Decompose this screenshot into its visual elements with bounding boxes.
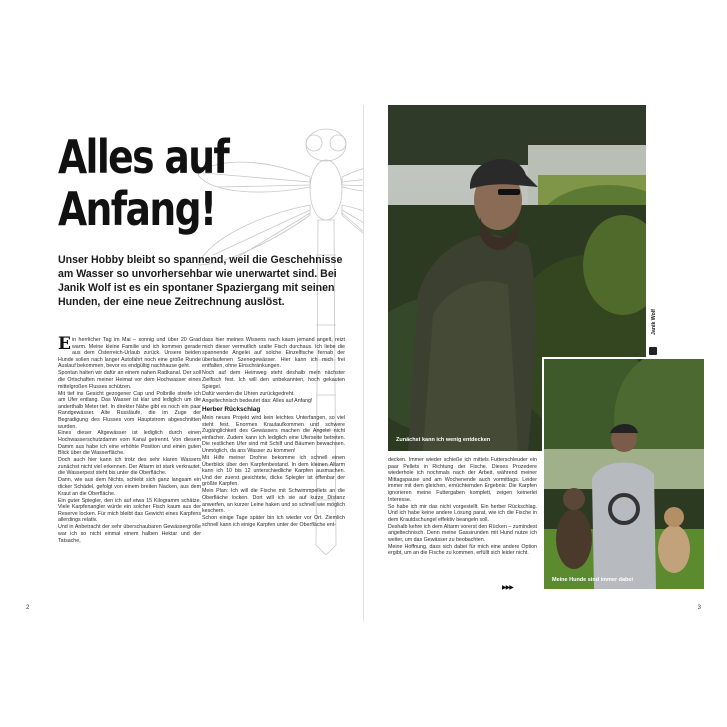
body-paragraph: Mein neues Projekt wird kein leichtes Unterfangen, so viel steht fest. Enormes Krautaufkommen und schwere Zugänglichkeit des Gewässers machen die Angelei nicht einfacher. Zudem kann ich lediglich eine Uferseite betreten. Die restlichen Ufer sind mit Schilf und Bäumen bewachsen. Unmöglich, da ans Wasser zu kommen! (202, 415, 345, 455)
camera-icon (649, 347, 657, 355)
photo-dogs (542, 357, 706, 591)
headline-line-1: Alles auf (58, 130, 229, 184)
body-paragraph: So habe ich mir das nicht vorgestellt. Ein herber Rückschlag. Und ich habe keine andere Lösung parat, wie ich die Fische in dem Krautdschungel effektiv beangeln soll. (388, 503, 537, 523)
headline-line-2: Anfang! (58, 182, 216, 236)
body-paragraph: Mein Plan: Ich will die Fische mit Schwimmpellets an die Oberfläche locken. Dort will ich sie auf kurze Distanz anwerfen, an kurzer Leine haken und so schnell wie möglich keschern. (202, 488, 345, 515)
dogs-photo-illustration (544, 359, 704, 589)
caption-small-photo: Meine Hunde sind immer dabei (552, 577, 633, 583)
body-paragraph: Dann, wie aus dem Nichts, schiebt sich ganz langsam ein dicker Schädel, gefolgt von einem breiten Nacken, aus dem Kraut an die Oberfläche. (58, 477, 201, 497)
page-number-left: 2 (26, 605, 30, 611)
magazine-spread (18, 105, 709, 621)
photo-credit (646, 305, 660, 365)
drop-cap: E (58, 334, 71, 354)
subheading: Herber Rückschlag (202, 406, 261, 414)
caption-main-photo: Zunächst kann ich wenig entdecken (396, 437, 491, 443)
body-column-3 (388, 457, 537, 557)
body-paragraph: Dafür werden die Uhren zurückgedreht. (202, 390, 295, 397)
body-paragraph: Ein herrlicher Tag im Mai – sonnig und über 20 Grad warm. Meine kleine Familie und ich kommen gerade aus dem Österreich-Urlaub zurück. Unsere beiden Hunde sollen nach langer Autofahrt noch eine große Runde Auslauf bekommen, bevor es endgültig nachhause geht. (58, 334, 201, 370)
body-paragraph: Angeltechnisch bedeutet das: Alles auf Anfang! (202, 397, 313, 404)
body-column-1 (58, 334, 201, 545)
body-paragraph: dass hier meines Wissens nach kaum jemand angelt, reizt mich dieser vermutlich uralte Fisch durchaus. Ich liebe die spannende Angelei auf solche Einzelfische fernab der überlaufenen Szenegewässer. Hier kann ich mich frei entfalten, ohne Einschränkungen. (202, 337, 345, 370)
body-paragraph: Doch auch hier kann ich trotz des sehr klaren Wassers zunächst nicht viel erkennen. Der Altarm ist stark verkrautet, die Wasserpest steht bis unter die Oberfläche. (58, 457, 201, 477)
body-paragraph: Eines dieser Altgewässer ist lediglich durch einen Hochwasserschutzdamm vom Kanal getrennt. Von diesem Damm aus habe ich eine erhöhte Position und einen guten Blick über die Wasserfläche. (58, 430, 201, 457)
left-page (18, 105, 363, 621)
body-paragraph: Schon einige Tage später bin ich wieder vor Ort. Ziemlich schnell kann ich einige Karpfen unter der Oberfläche ent- (202, 515, 345, 528)
body-paragraph: Spontan halten wir dafür an einem nahen Radkanal. Der soll die Ortschaften meiner Heimat vor dem Hochwasser eines mittelgroßen Flusses schützen. (58, 370, 201, 390)
body-paragraph: decken. Immer wieder schieße ich mittels Futterschleuder ein paar Pellets in Richtung der Fische. Dieses Prozedere wiederhole ich nochmals nach der Arbeit, während meiner Mittagspause und am Wochenende auch vormittags. Leider immer mit dem gleichen, ernüchternden Ergebnis: Die Karpfen ignorieren meine Futtergaben komplett, zeigen keinerlei Interesse. (388, 457, 537, 503)
body-paragraph: Meine Hoffnung, dass sich dabei für mich eine andere Option ergibt, um an die Fische zu kommen, erfüllt sich leider nicht. (388, 543, 537, 557)
body-column-2 (202, 337, 345, 529)
page-number-right: 3 (697, 605, 701, 611)
body-paragraph: Mit Hilfe meiner Drohne bekomme ich schnell einen Überblick über den Karpfenbestand. In dem kleinen Altarm kann ich 10 bis 12 unterschiedliche Karpfen ausmachen. Und der zuerst gesichtete, dicke Spiegler ist offenbar der größte Karpfen. (202, 455, 345, 488)
right-page (364, 105, 709, 621)
body-paragraph: Mit tief ins Gesicht gezogener Cap und Polbrille streife ich am Ufer entlang. Das Wasser ist klar und lediglich um die anderthalb Meter tief. In direkter Nähe gibt es noch ein paar Randgewässer. Alte Russläufe, die im Zuge der Begradigung des Flusses vom Hauptstrom abgeschnitten wurden. (58, 390, 201, 430)
body-paragraph: Noch auf dem Heimweg steht deshalb mein nächster Zielfisch fest. Ich will den unbekannten, hoch gekauten Spiegel. (202, 370, 345, 390)
photo-credit-text: Janik Wolf (651, 309, 657, 335)
body-paragraph: Ein guter Spiegler, den ich auf etwa 15 Kilogramm schätze. Viele Karpfenangler würde ein solcher Fisch kaum aus der Reserve locken. Für mich bleibt das Gewicht eines Karpfens allerdings relativ. (58, 497, 201, 524)
headline (58, 131, 228, 235)
continue-arrows-icon: ▶▶▶ (502, 585, 513, 591)
body-paragraph: Deshalb kehre ich dem Altarm vorerst den Rücken – zumindest angeltechnisch. Denn meine Gassirunden mit Hund nutze ich weiter, um das Gewässer zu beobachten. (388, 523, 537, 543)
lead-paragraph: Unser Hobby bleibt so spannend, weil die Geschehnisse am Wasser so unvorhersehbar wie unerwartet sind. Bei Janik Wolf ist es ein spontaner Spaziergang mit seinen Hunden, der eine neue Zeitrechnung auslöst. (58, 254, 343, 308)
body-paragraph: Und in Anbetracht der sehr überschaubaren Gewässergröße war ich so nicht einmal einem halben Hektar und der Tatsache, (58, 524, 201, 544)
